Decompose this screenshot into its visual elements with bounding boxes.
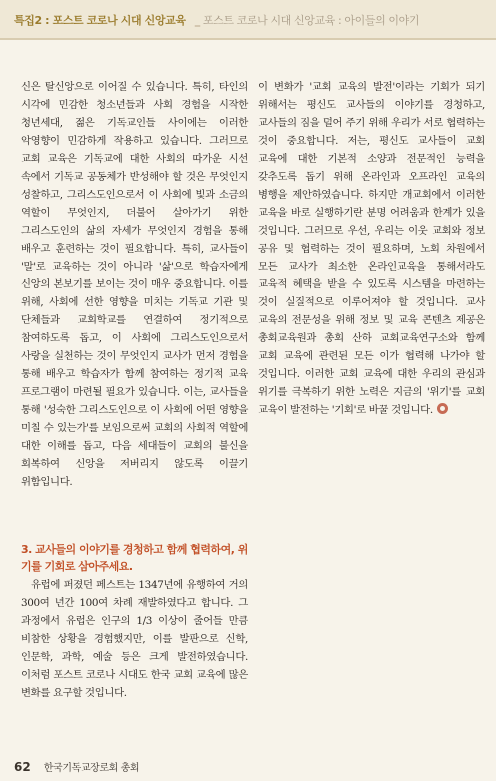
left-column bbox=[21, 79, 248, 492]
article-end-icon bbox=[437, 403, 448, 414]
section-body bbox=[21, 576, 248, 702]
section-heading: 3. 교사들의 이야기를 경청하고 함께 협력하여, 위기를 기회로 삼아주세요. bbox=[21, 543, 248, 573]
left-paragraph: 신은 탈신앙으로 이어질 수 있습니다. 특히, 타인의 시각에 민감한 청소년들과 사회 경험을 시작한 청년세대, 젊은 기독교인들 사이에는 이러한 악영향이 민감하게 작용하고 있습니다. 그러므로 교회 교육은 기독교에 대한 사회의 따가운 시선 속에서 기독교 공동체가 반성해야 할 것은 무엇인지 성찰하고, 그리스도인으로서 이 사회에 빛과 소금의 역할이 무엇인지, 더불어 살아가기 위한 그리스도인의 삶의 자세가 무엇인지 경험을 통해 배우고 훈련하는 것이 필요합니다. 특히, 교사들이 '말'로 교육하는 것이 아니라 '삶'으로 학습자에게 신앙의 본보기를 보이는 것이 매우 중요합니다. 이를 위해, 사회에 선한 영향을 미치는 기독교 기관 및 단체들과 교회학교를 연결하여 정기적으로 참여하도록 돕고, 이 사회에 그리스도인으로서 사랑을 실천하는 것이 무엇인지 교사가 먼저 경험을 통해 배우고 학습자가 함께 참여하는 정기적 교육 프로그램이 마련될 필요가 있습니다. 이는, 교사들을 통해 '성숙한 그리스도인으로 이 사회에 어떤 영향을 미칠 수 있는가'를 보임으로써 교회의 사회적 역할에 대한 이해를 돕고, 다음 세대들이 교회의 불신을 회복하여 신앙을 저버리지 않도록 이끌기 위함입니다. bbox=[21, 81, 248, 488]
section-label: 특집2 : 포스트 코로나 시대 신앙교육 bbox=[14, 14, 186, 27]
right-column bbox=[258, 79, 485, 420]
section-paragraph: 유럽에 퍼졌던 페스트는 1347년에 유행하여 거의 300여 년간 100여 차례 재발하였다고 합니다. 그 과정에서 유럽은 인구의 1/3 이상이 줄어들 만큼 비참한 상황을 경험했지만, 이를 발판으로 신학, 인문학, 과학, 예술 등은 크게 발전하였습니다. 이처럼 포스트 코로나 시대도 한국 교회 교육에 많은 변화를 요구할 것입니다. bbox=[21, 579, 248, 699]
right-paragraph-wrap bbox=[258, 79, 485, 420]
publication-name: 한국기독교장로회 총회 bbox=[43, 763, 140, 774]
header-separator: _ bbox=[194, 14, 200, 27]
header-divider bbox=[0, 38, 496, 40]
page-footer bbox=[14, 756, 139, 775]
header-text bbox=[14, 12, 419, 28]
article-label: 포스트 코로나 시대 신앙교육 : 아이들의 이야기 bbox=[202, 14, 420, 27]
running-header bbox=[0, 0, 496, 40]
page-number: 62 bbox=[14, 760, 31, 774]
right-paragraph: 이 변화가 '교회 교육의 발전'이라는 기회가 되기 위해서는 평신도 교사들의 이야기를 경청하고, 교사들의 짐을 덜어 주기 위해 우리가 서로 협력하는 것이 중요합니다. 저는, 평신도 교사들이 교회 교육에 대한 기본적 소양과 전문적인 능력을 갖추도록 돕기 위해 온라인과 오프라인 교육의 병행을 제안하였습니다. 하지만 개교회에서 이러한 교육을 바로 실행하기란 분명 어려움과 한계가 있을 것입니다. 그러므로 우선, 우리는 이웃 교회와 정보 공유 및 협력하는 것이 필요하며, 노회 차원에서 모든 교사가 최소한 온라인교육을 통해서라도 교육적 혜택을 받을 수 있도록 시스템을 마련하는 것이 실질적으로 이루어져야 할 것입니다. 교사 교육의 전문성을 위해 정보 및 교육 콘텐츠 제공은 총회교육원과 총회 산하 교회교육연구소와 함께 교회 교육에 관련된 모든 이가 협력해 나가야 할 것입니다. 이러한 교회 교육에 대한 우리의 관심과 위기를 극복하기 위한 노력은 지금의 '위기'를 교회 교육이 발전하는 '기회'로 바꿀 것입니다. bbox=[258, 81, 485, 417]
